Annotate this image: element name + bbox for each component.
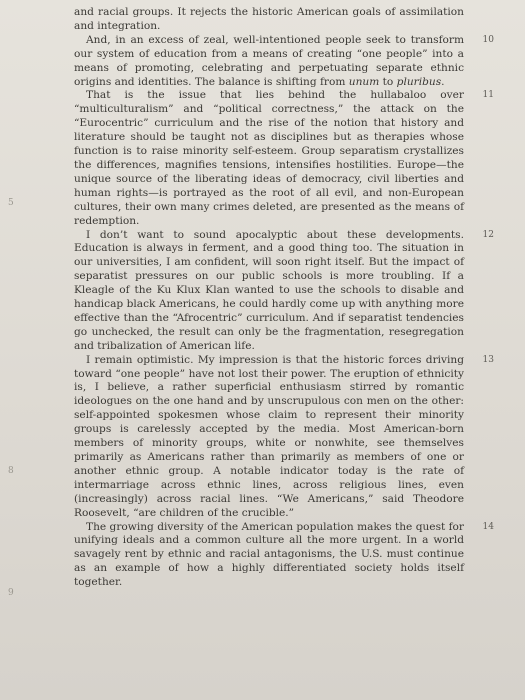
paragraph	[74, 353, 494, 521]
italic-text: pluribus	[396, 75, 442, 88]
paragraph-number: 11	[482, 90, 494, 101]
paragraph	[74, 6, 464, 34]
text-run: The growing diversity of the American population makes the quest for unifying ideals and a common culture all the more urgent. In a world savagely rent by ethnic and racial antagonisms, the U.S. must continue as an example of how a highly differentiated society holds itself together.	[74, 520, 464, 589]
margin-mark: 8	[8, 466, 14, 476]
paragraph-number: 10	[482, 34, 494, 45]
paragraph-number: 12	[482, 229, 494, 240]
text-run: and racial groups. It rejects the historic American goals of assimilation and integration.	[74, 6, 464, 32]
paragraph	[74, 228, 494, 354]
essay-text-column	[74, 6, 494, 590]
text-run: I remain optimistic. My impression is that the historic forces driving toward “one people” have not lost their power. The eruption of ethnicity is, I believe, a rather superficial enthusiasm stirred by romantic ideologues on the one hand and by unscrupulous con men on the other: self-appointed spokesmen whose claim to represent their minority groups is carelessly accepted by the media. Most American-born members of minority groups, white or nonwhite, see themselves primarily as Americans rather than primarily as members of one or another ethnic group. A notable indicator today is the rate of intermarriage across ethnic lines, across religious lines, even (increasingly) across racial lines. “We Americans,” said Theodore Roosevelt, “are children of the crucible.”	[74, 353, 464, 519]
paragraph	[74, 33, 494, 90]
margin-mark: 5	[8, 198, 14, 208]
paragraph	[74, 520, 494, 591]
text-run: And, in an excess of zeal, well-intentioned people seek to transform our system of education from a means of creating “one people” into a means of promoting, celebrating and perpetuating separate ethnic origins and identities. The balance is shifting from	[74, 33, 464, 88]
paragraph	[74, 89, 494, 228]
text-run: That is the issue that lies behind the hullabaloo over “multiculturalism” and “political correctness,” the attack on the “Eurocentric” curriculum and the rise of the notion that history and literature should be taught not as disciplines but as therapies whose function is to raise minority self-esteem. Group separatism crystallizes the differences, magnifies tensions, intensifies hostilities. Europe—the unique source of the liberating ideas of democracy, civil liberties and human rights—is portrayed as the root of all evil, and non-European cultures, their own many crimes deleted, are presented as the means of redemption.	[74, 89, 464, 227]
text-run: I don’t want to sound apocalyptic about these developments. Education is always in ferment, and a good thing too. The situation in our universities, I am confident, will soon right itself. But the impact of separatist pressures on our public schools is more troubling. If a Kleagle of the Ku Klux Klan wanted to use the schools to disable and handicap black Americans, he could hardly come up with anything more effective than the “Afrocentric” curriculum. And if separatist tendencies go unchecked, the result can only be the fragmentation, resegregation and tribalization of American life.	[74, 228, 464, 352]
margin-mark: 9	[8, 588, 14, 598]
paragraph-number: 13	[482, 354, 494, 365]
paragraph-number: 14	[482, 521, 494, 532]
text-run: to	[379, 75, 397, 88]
italic-text: unum	[348, 75, 380, 88]
text-run: .	[441, 75, 445, 88]
